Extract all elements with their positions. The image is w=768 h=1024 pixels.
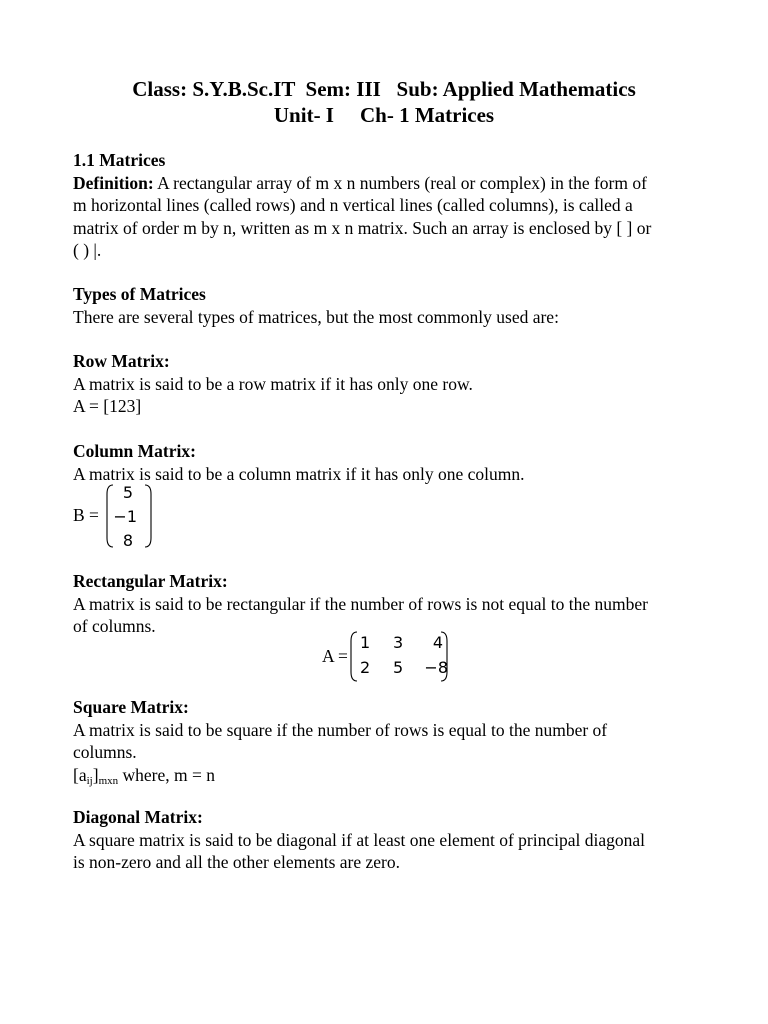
section-heading: Rectangular Matrix: [73, 571, 228, 591]
matrix-cell: −8 [424, 658, 448, 677]
definition-label: Definition: [73, 172, 154, 193]
chapter-label: Ch- 1 Matrices [359, 103, 495, 127]
definition-line-2: m horizontal lines (called rows) and n vertical lines (called columns), is called a [73, 195, 633, 215]
header-line-2 [0, 102, 768, 128]
section-heading: Diagonal Matrix: [73, 807, 203, 827]
row-matrix-text: A matrix is said to be a row matrix if it has only one row. [73, 373, 473, 394]
rectangular-text-2: of columns. [73, 616, 156, 636]
unit-label: Unit- I [273, 103, 334, 127]
section-1-1 [73, 149, 713, 262]
rectangular-text-1: A matrix is said to be rectangular if the number of rows is not equal to the number [73, 593, 648, 614]
square-matrix-section [73, 696, 713, 792]
definition-line-4: ( ) |. [73, 240, 102, 260]
square-text-1: A matrix is said to be square if the number of rows is equal to the number of [73, 719, 608, 740]
matrix-cell: 1 [360, 633, 371, 652]
definition-line-1: Definition: A rectangular array of m x n numbers (real or complex) in the form of [73, 172, 647, 193]
matrix-cell: 8 [122, 531, 133, 550]
matrix-cell: −1 [113, 507, 137, 526]
types-intro: There are several types of matrices, but the most commonly used are: [73, 306, 559, 327]
diagonal-text-2: is non-zero and all the other elements are zero. [73, 852, 401, 872]
section-heading: Types of Matrices [73, 284, 206, 304]
diagonal-matrix-section [73, 806, 713, 874]
section-heading: Row Matrix: [73, 351, 170, 371]
matrix-cell: 5 [393, 658, 404, 677]
matrix-cell: 2 [360, 658, 371, 677]
section-heading: Column Matrix: [73, 441, 196, 461]
square-text-2: columns. [73, 742, 137, 762]
section-heading: 1.1 Matrices [73, 150, 166, 170]
definition-line-3: matrix of order m by n, written as m x n matrix. Such an array is enclosed by [ ] or [73, 217, 652, 238]
matrix-cell: 3 [393, 633, 404, 652]
row-matrix-example: A = [123] [73, 396, 142, 416]
section-heading: Square Matrix: [73, 697, 189, 717]
types-section [73, 283, 713, 328]
header-line-1: Class: S.Y.B.Sc.IT Sem: III Sub: Applied Mathematics [132, 77, 636, 101]
rectangular-matrix-label: A = [322, 646, 348, 666]
diagonal-text-1: A square matrix is said to be diagonal if at least one element of principal diagonal [73, 829, 645, 850]
rectangular-matrix-section [73, 570, 713, 638]
column-matrix-label: B = [73, 505, 99, 525]
column-matrix-section [73, 440, 713, 485]
matrix-cell: 5 [122, 483, 133, 502]
column-matrix-text: A matrix is said to be a column matrix if it has only one column. [73, 463, 525, 484]
row-matrix-section [73, 350, 713, 418]
matrix-cell: 4 [432, 633, 443, 652]
square-notation: $[a_{ij}]_{mxn}$ where, m = n [73, 764, 215, 787]
rectangular-matrix-entries [356, 632, 448, 682]
